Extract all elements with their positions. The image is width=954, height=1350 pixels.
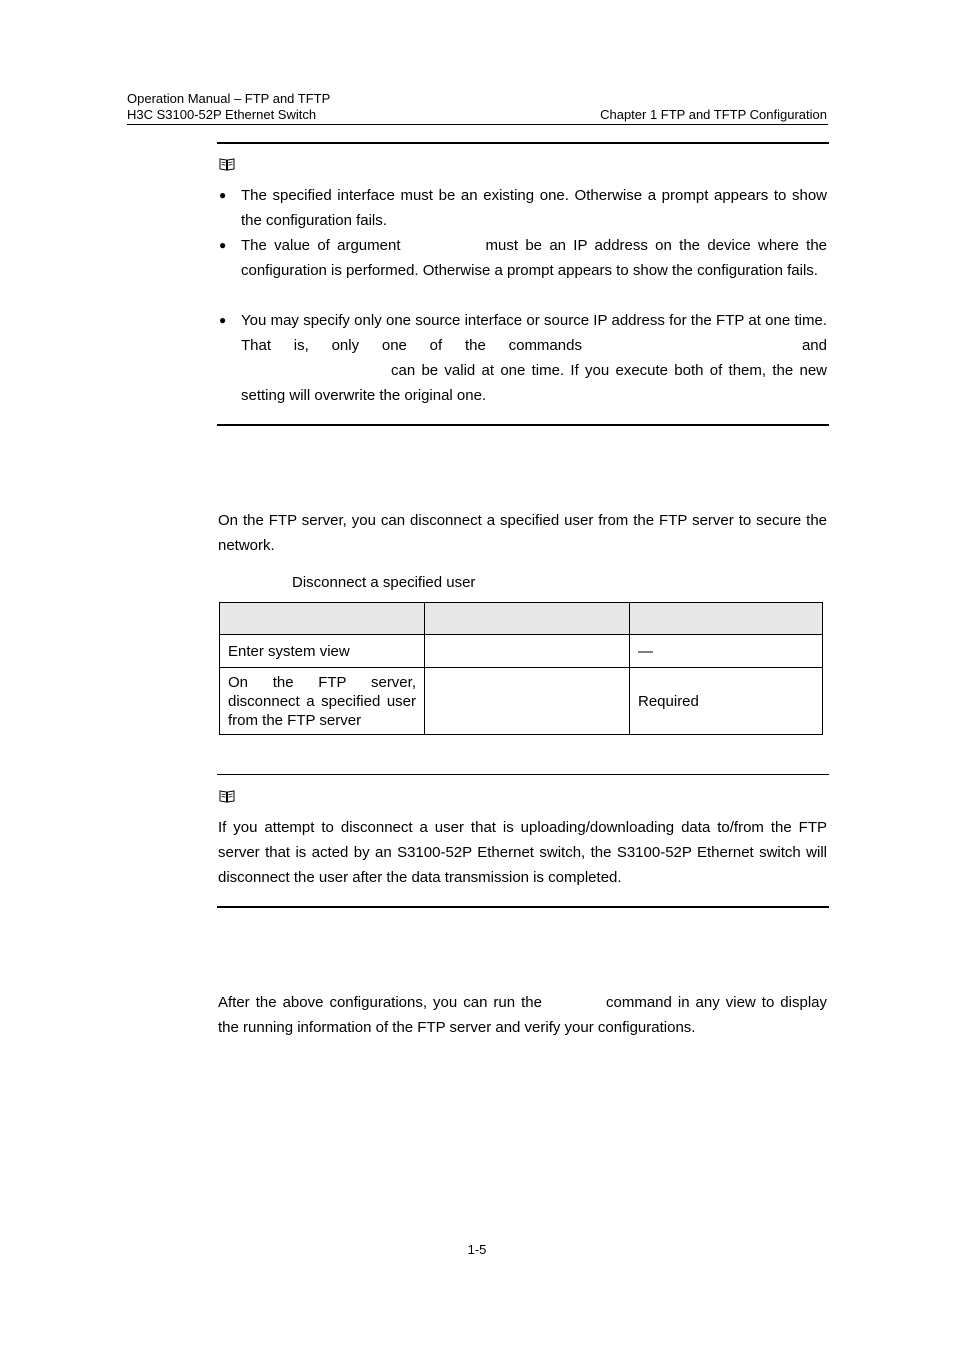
table-row [220, 635, 823, 668]
note-text: If you attempt to disconnect a user that is uploading/downloading data to/from the FTP server that is acted by an S3100-52P Ethernet switch, the S3100-52P Ethernet switch will disconnect the user after the data transmission is completed. [218, 819, 827, 886]
bullet-item [241, 308, 827, 408]
table-header-cell [220, 603, 425, 635]
table-cell-operation: Enter system view [220, 635, 425, 668]
table-cell-command [425, 668, 630, 735]
bullet-item: The specified interface must be an existing one. Otherwise a prompt appears to show the configuration fails. [241, 187, 827, 229]
note-top-rule [217, 774, 829, 775]
bullet-text-before: You may specify only one source interface or source IP address for the FTP at one time. That is, only one of the commands [241, 312, 827, 354]
bullet-dot: ● [219, 188, 227, 202]
note-bottom-rule [217, 906, 829, 908]
bullet-text-mid: and [801, 337, 827, 354]
header-manual-title: Operation Manual – FTP and TFTP [127, 91, 331, 106]
display-text-before: After the above configurations, you can run the [218, 994, 542, 1011]
table-header-row [220, 603, 823, 635]
operation-table [219, 602, 823, 735]
bullet-text-before: The value of argument [241, 237, 401, 254]
table-cell-operation: On the FTP server, disconnect a specified user from the FTP server [220, 668, 425, 735]
disconnect-intro: On the FTP server, you can disconnect a specified user from the FTP server to secure the network. [218, 512, 827, 554]
table-row [220, 668, 823, 735]
display-paragraph [218, 990, 827, 1040]
bullet-dot: ● [219, 238, 227, 252]
table-header-cell [425, 603, 630, 635]
note-bottom-rule [217, 424, 829, 426]
display-text-after: command in any view to display the running information of the FTP server and verify your configurations. [218, 994, 828, 1036]
note-top-rule [217, 142, 829, 144]
table-cell-command [425, 635, 630, 668]
table-header-cell [630, 603, 823, 635]
bullet-item [241, 233, 827, 283]
bullet-dot: ● [219, 313, 227, 327]
bullet-text-after: can be valid at one time. If you execute both of them, the new setting will overwrite the original one. [241, 362, 827, 404]
book-icon [219, 157, 235, 171]
header-product-name: H3C S3100-52P Ethernet Switch [127, 107, 317, 122]
table-cell-remarks: Required [630, 668, 823, 735]
book-icon [219, 789, 235, 803]
table-caption: Disconnect a specified user [292, 574, 476, 591]
header-chapter-title: Chapter 1 FTP and TFTP Configuration [600, 107, 827, 122]
bullet-text-after: must be an IP address on the device where the configuration is performed. Otherwise a prompt appears to show the configuration fails. [241, 237, 828, 279]
page-number: 1-5 [467, 1242, 487, 1257]
header-rule [127, 124, 828, 125]
table-cell-remarks: — [630, 635, 823, 668]
